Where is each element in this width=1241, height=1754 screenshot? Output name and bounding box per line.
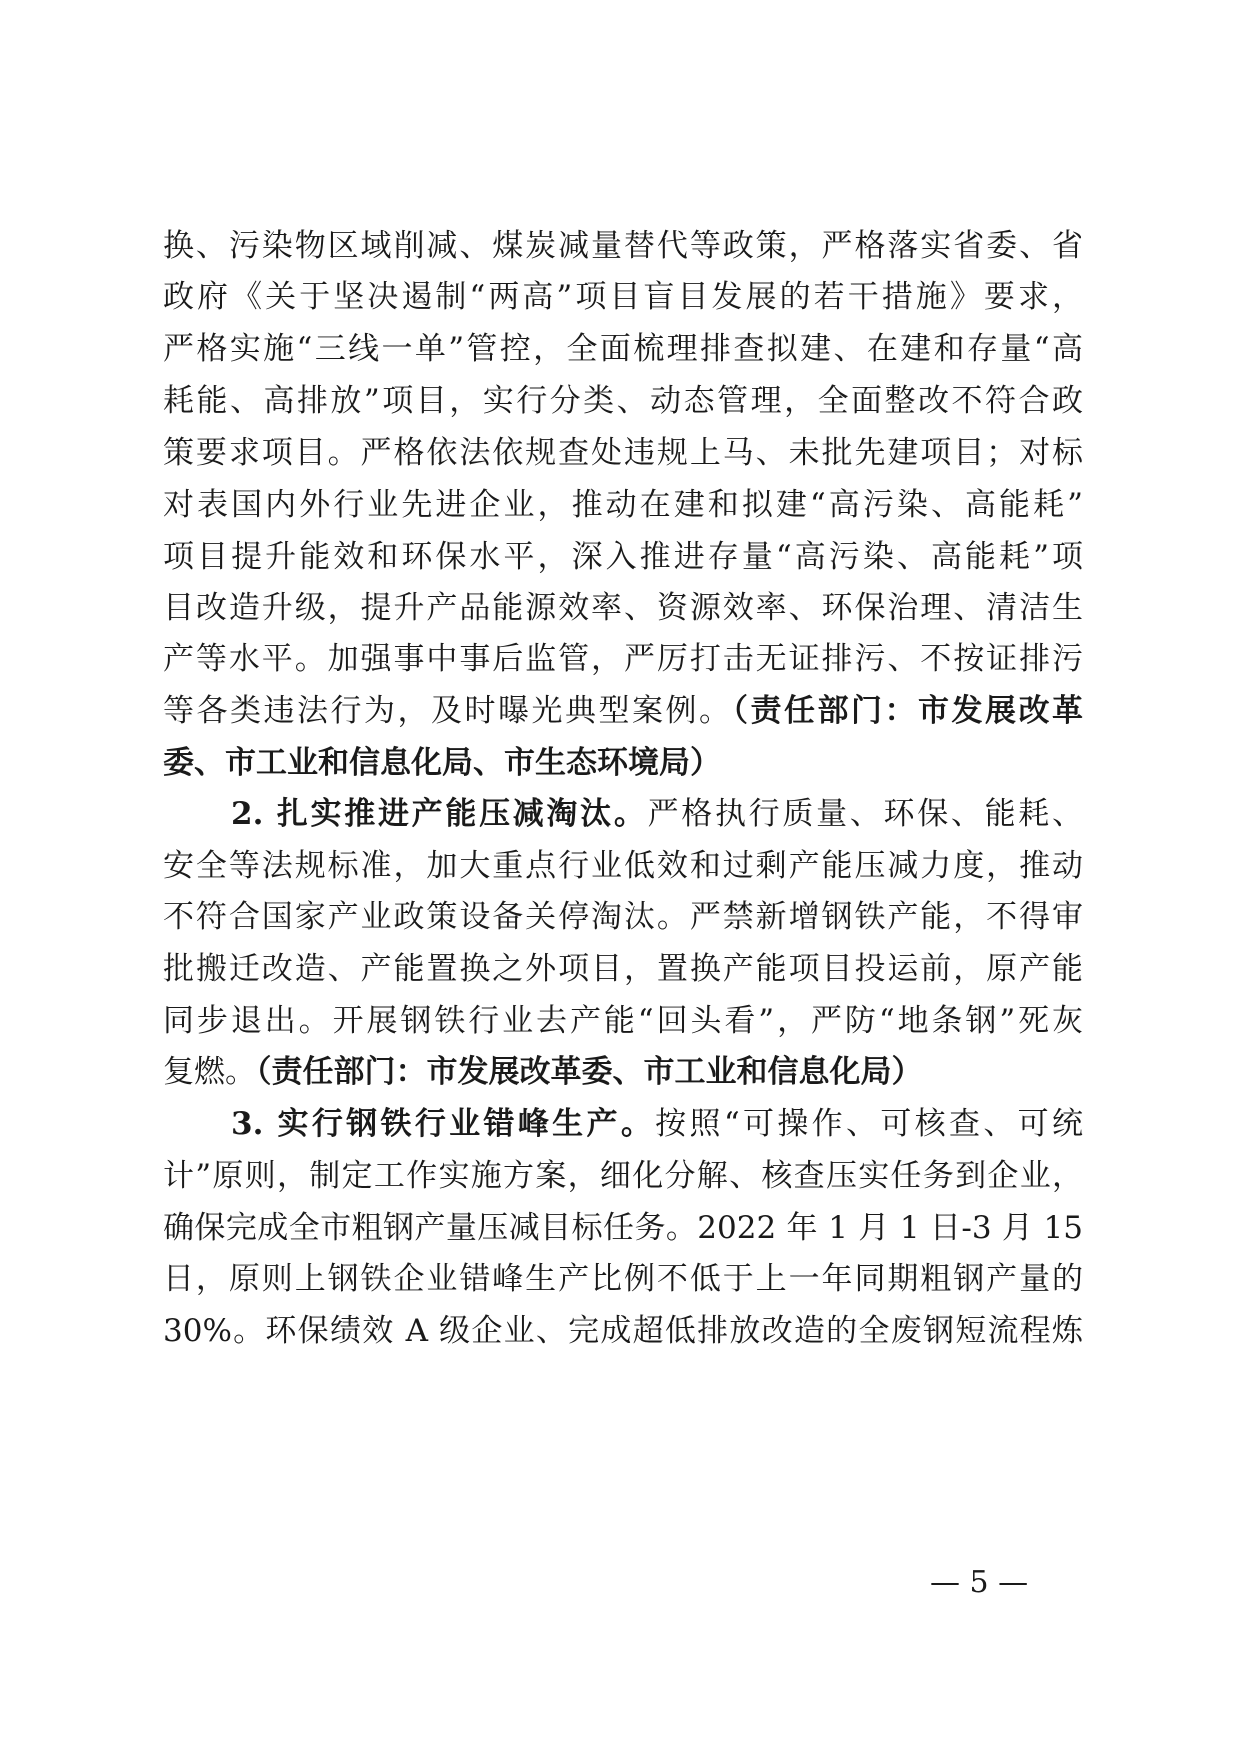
paragraph-line: 30%。环保绩效 A 级企业、完成超低排放改造的全废钢短流程炼 [163,1313,1083,1349]
paragraph-line: 不符合国家产业政策设备关停淘汰。严禁新增钢铁产能，不得审 [163,899,1083,935]
responsibility-line: 委、市工业和信息化局、市生态环境局） [163,745,721,781]
paragraph-line [163,1052,1083,1092]
paragraph-line: 同步退出。开展钢铁行业去产能“回头看”，严防“地条钢”死灰 [163,1003,1083,1039]
item-3-heading: 3. 实行钢铁行业错峰生产。 [231,1106,656,1142]
item-3-text: 按照“可操作、可核查、可统 [655,1106,1083,1142]
item-3-first-line [231,1104,1083,1144]
paragraph-line: 策要求项目。严格依法依规查处违规上马、未批先建项目；对标 [163,435,1083,471]
paragraph-line: 耗能、高排放”项目，实行分类、动态管理，全面整改不符合政 [163,383,1083,419]
paragraph-line: 安全等法规标准，加大重点行业低效和过剩产能压减力度，推动 [163,848,1083,884]
responsibility-text: （责任部门：市发展改革 [732,693,1083,729]
paragraph-line: 批搬迁改造、产能置换之外项目，置换产能项目投运前，原产能 [163,951,1083,987]
paragraph-line: 换、污染物区域削减、煤炭减量替代等政策，严格落实省委、省 [163,228,1083,264]
paragraph-line: 对表国内外行业先进企业，推动在建和拟建“高污染、高能耗” [163,487,1083,523]
paragraph-line: 项目提升能效和环保水平，深入推进存量“高污染、高能耗”项 [163,539,1083,575]
paragraph-line: 计”原则，制定工作实施方案，细化分解、核查压实任务到企业， [163,1158,1083,1194]
paragraph-line: 日，原则上钢铁企业错峰生产比例不低于上一年同期粗钢产量的 [163,1261,1083,1297]
paragraph-line: 确保完成全市粗钢产量压减目标任务。2022 年 1 月 1 日-3 月 15 [163,1210,1083,1246]
paragraph-line: 目改造升级，提升产品能源效率、资源效率、环保治理、清洁生 [163,590,1083,626]
paragraph-line: 产等水平。加强事中事后监管，严厉打击无证排污、不按证排污 [163,641,1083,677]
item-2-first-line [231,794,1083,834]
paragraph-line: 严格实施“三线一单”管控，全面梳理排查拟建、在建和存量“高 [163,331,1083,367]
page-number: — 5 — [930,1565,1029,1600]
line-text: 等各类违法行为，及时曝光典型案例。 [163,693,733,729]
line-text: 复燃。 [163,1054,256,1090]
paragraph-line: 政府《关于坚决遏制“两高”项目盲目发展的若干措施》要求， [163,279,1083,315]
responsibility-text: （责任部门：市发展改革委、市工业和信息化局） [256,1054,923,1090]
item-2-heading: 2. 扎实推进产能压减淘汰。 [231,796,648,832]
paragraph-line [163,691,1083,731]
item-2-text: 严格执行质量、环保、能耗、 [647,796,1083,832]
